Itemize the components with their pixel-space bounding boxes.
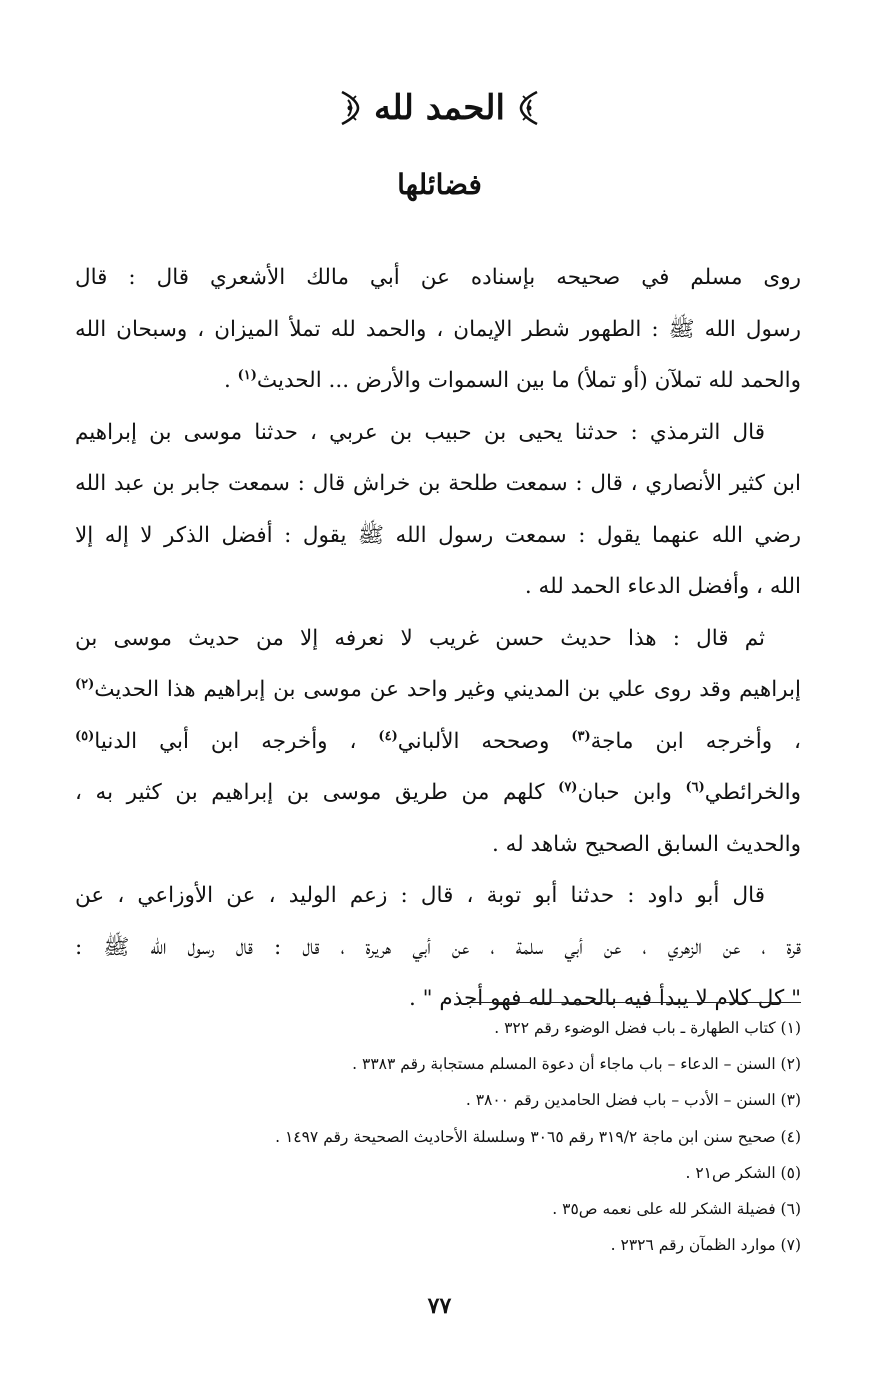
text-segment: ، وأخرجه ابن أبي الدنيا xyxy=(94,728,357,754)
footnote-item: (٧) موارد الظمآن رقم ٢٣٢٦ . xyxy=(610,1236,801,1255)
chapter-title xyxy=(336,88,543,128)
footnote-item: (٦) فضيلة الشكر لله على نعمه ص٣٥ . xyxy=(552,1200,801,1219)
text-line: روى مسلم في صحيحه بإسناده عن أبي مالك الأشعري قال : قال xyxy=(75,265,801,290)
text-line: رضي الله عنهما يقول : سمعت رسول الله ﷺ يقول : أفضل الذكر لا إله إلا xyxy=(75,522,801,548)
text-segment: ، وأخرجه ابن ماجة xyxy=(590,728,801,754)
ornament-left-icon xyxy=(336,88,364,128)
paragraph-2 xyxy=(75,407,801,613)
footnote-item: (١) كتاب الطهارة ـ باب فضل الوضوء رقم ٣٢٢ . xyxy=(494,1019,801,1037)
footnote-ref-5[interactable]: (٥) xyxy=(75,728,95,744)
footnote-ref-3[interactable]: (٣) xyxy=(571,728,591,744)
text-segment: كلهم من طريق موسى بن إبراهيم بن كثير به ، xyxy=(75,780,545,805)
footnote-item: (٥) الشكر ص٢١ . xyxy=(685,1163,801,1182)
footnote-ref-6[interactable]: (٦) xyxy=(685,779,705,795)
footnotes xyxy=(75,1010,801,1263)
footnote-item: (٤) صحيح سنن ابن ماجة ٣١٩/٢ رقم ٣٠٦٥ وسلسلة الأحاديث الصحيحة رقم ١٤٩٧ . xyxy=(275,1127,801,1146)
text-line xyxy=(75,716,801,768)
text-line: قرة ، عن الزهري ، عن أبي سلمة ، عن أبي هريرة ، قال : قال رسول الله ﷺ : xyxy=(75,934,801,960)
paragraph-3 xyxy=(75,613,801,871)
chapter-title-text: الحمد لله xyxy=(374,88,505,128)
footnote-ref-1[interactable]: (١) xyxy=(237,367,257,383)
footnote-item: (٣) السنن – الأدب – باب فضل الحامدين رقم ٣٨٠٠ . xyxy=(465,1091,801,1110)
section-subtitle: فضائلها xyxy=(397,168,482,201)
text-segment: وصححه الألباني xyxy=(397,728,550,754)
text-line xyxy=(75,355,801,407)
text-segment: والخرائطي xyxy=(704,780,801,805)
ornament-right-icon xyxy=(515,88,543,128)
text-line: قال الترمذي : حدثنا يحيى بن حبيب بن عربي ، حدثنا موسى بن إبراهيم xyxy=(75,419,765,445)
page-number: ٧٧ xyxy=(427,1293,452,1319)
text-line-content: والحمد لله تملآن (أو تملأ) ما بين السموات والأرض ... الحديث xyxy=(256,368,801,393)
text-line xyxy=(75,767,801,819)
paragraph-1 xyxy=(75,252,801,407)
footnote-ref-2[interactable]: (٢) xyxy=(75,676,95,692)
text-line: ثم قال : هذا حديث حسن غريب لا نعرفه إلا من حديث موسى بن xyxy=(75,625,765,651)
text-line: " كل كلام لا يبدأ فيه بالحمد لله فهو أجذم " . xyxy=(409,986,801,1011)
footnote-item: (٢) السنن – الدعاء – باب ماجاء أن دعوة المسلم مستجابة رقم ٣٣٨٣ . xyxy=(352,1055,801,1074)
text-line xyxy=(75,664,801,716)
text-line: رسول الله ﷺ : الطهور شطر الإيمان ، والحمد لله تملأ الميزان ، وسبحان الله xyxy=(75,316,801,342)
footnote-ref-7[interactable]: (٧) xyxy=(558,779,578,795)
text-line: قال أبو داود : حدثنا أبو توبة ، قال : زعم الوليد ، عن الأوزاعي ، عن xyxy=(75,883,765,908)
footnote-separator xyxy=(467,1002,801,1003)
text-segment: وابن حبان xyxy=(577,780,672,805)
chapter-title-block xyxy=(0,88,879,132)
text-line: والحديث السابق الصحيح شاهد له . xyxy=(491,831,801,857)
text-line-content: إبراهيم وقد روى علي بن المديني وغير واحد عن موسى بن إبراهيم هذا الحديث xyxy=(94,677,801,702)
main-text xyxy=(75,252,801,1025)
footnote-ref-4[interactable]: (٤) xyxy=(378,728,398,744)
text-line: الله ، وأفضل الدعاء الحمد لله . xyxy=(524,574,801,599)
text-line-tail: . xyxy=(223,368,238,393)
text-line: ابن كثير الأنصاري ، قال : سمعت طلحة بن خراش قال : سمعت جابر بن عبد الله xyxy=(75,471,801,496)
